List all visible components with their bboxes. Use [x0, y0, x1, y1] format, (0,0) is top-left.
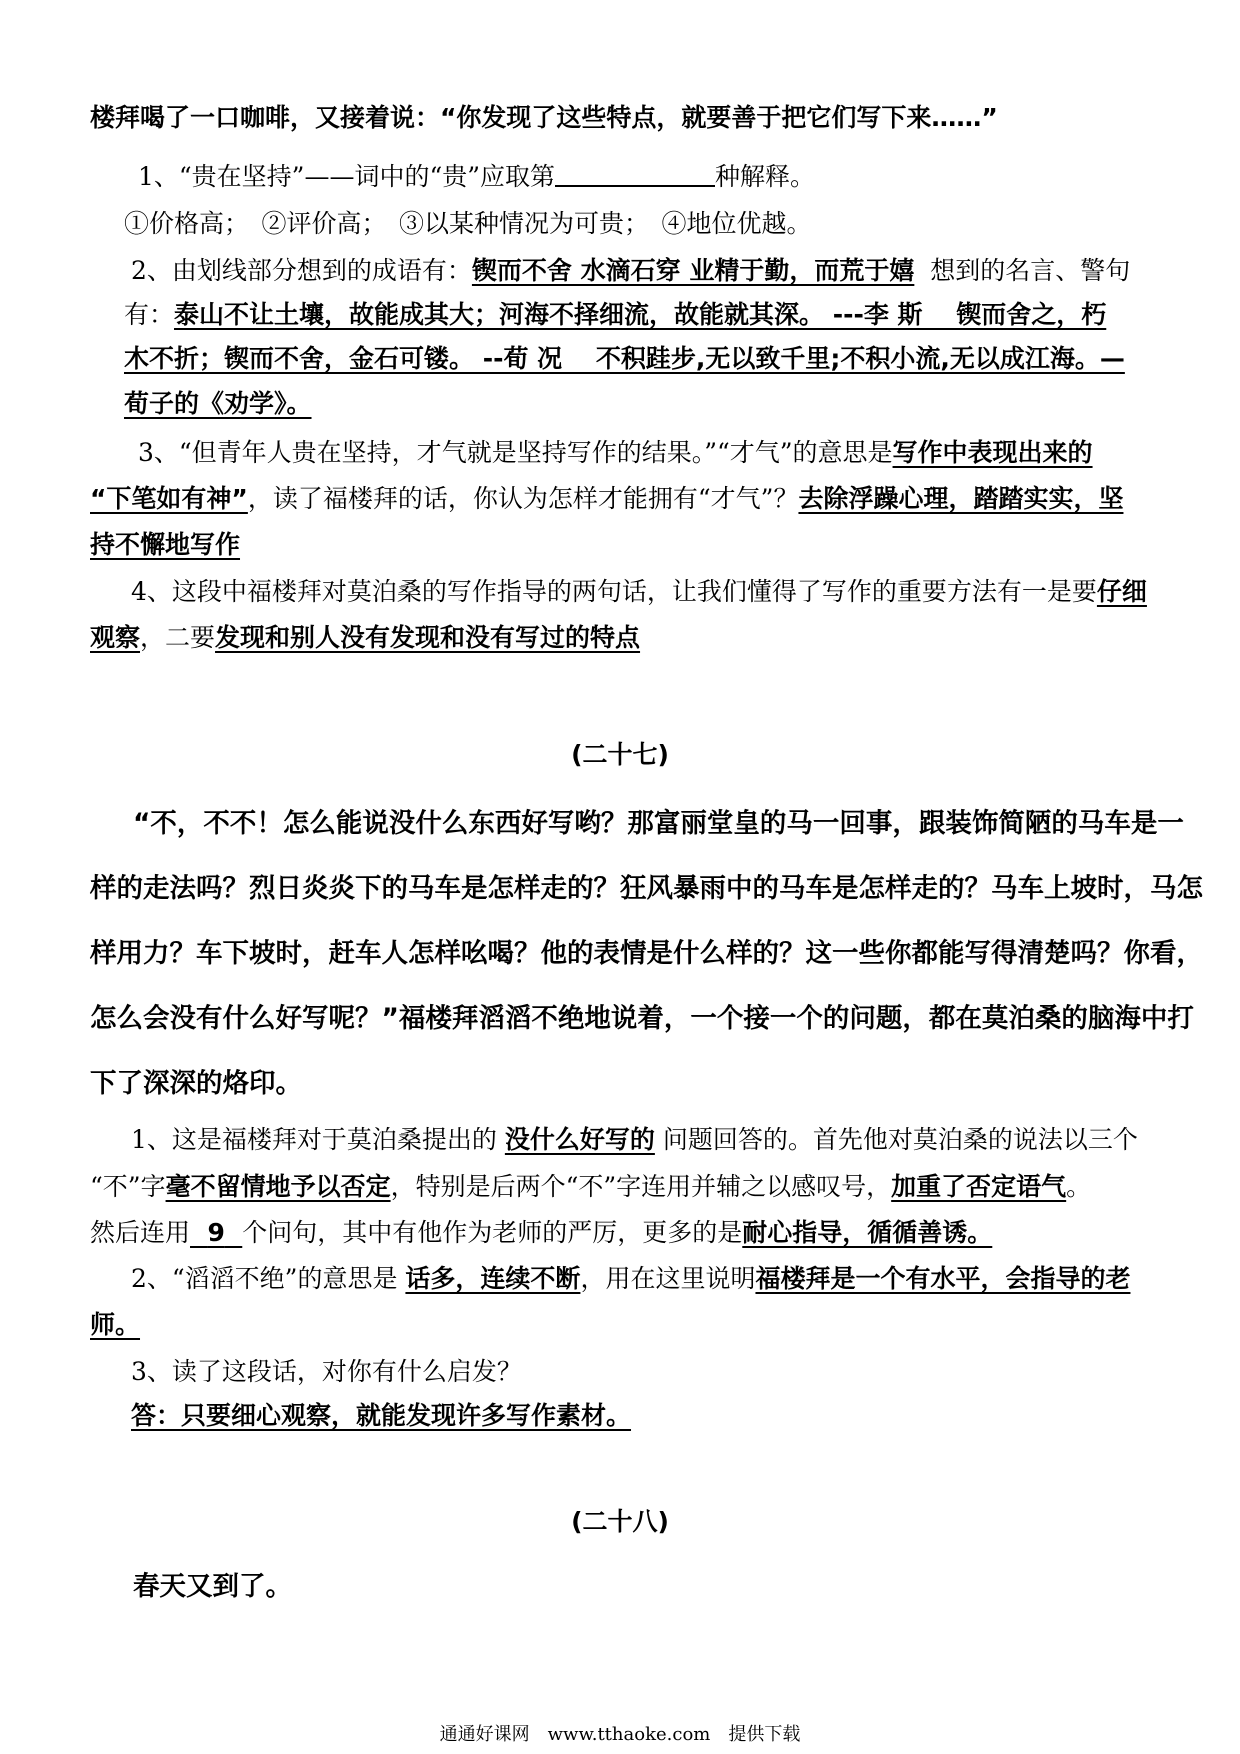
- q1-blank[interactable]: [555, 161, 715, 187]
- s2-q2-prefix: 2、“滔滔不绝”的意思是: [131, 1264, 398, 1293]
- passage-27-text-5: 下了深深的烙印。: [90, 1068, 302, 1099]
- s2-q1-line3: [90, 1216, 1160, 1250]
- q2-idioms-answer: 锲而不舍 水滴石穿 业精于勤，而荒于嬉: [471, 256, 915, 285]
- q2-prefix: 2、由划线部分想到的成语有：: [131, 256, 472, 285]
- passage-28-line1: [133, 1570, 1160, 1604]
- q3-answer-2: 去除浮躁心理，踏踏实实，坚: [798, 484, 1124, 513]
- s2-q3-answer: 答：只要细心观察，就能发现许多写作素材。: [131, 1401, 632, 1430]
- s2-q3-text: 3、读了这段话，对你有什么启发？: [131, 1357, 522, 1386]
- s2-q2-answer-2: 福楼拜是一个有水平，会指导的老: [755, 1264, 1131, 1293]
- s2-q1-answer-1: 没什么好写的: [504, 1125, 655, 1154]
- q2-line2-prefix: 有：: [124, 300, 175, 329]
- passage-27-line5: [90, 1067, 1160, 1101]
- options-line: [124, 207, 1160, 241]
- s2-q2-line2: [90, 1308, 1160, 1342]
- s2-q3-answer-line: [131, 1399, 1160, 1433]
- passage-27-line3: [90, 937, 1203, 971]
- q3-answer-2-cont: 持不懈地写作: [90, 530, 241, 559]
- s2-q2-mid: ，用在这里说明: [580, 1264, 756, 1293]
- options-text: ①价格高； ②评价高； ③以某种情况为可贵； ④地位优越。: [124, 209, 812, 238]
- q2-line1: [131, 254, 1160, 288]
- q1-line: [138, 160, 1160, 194]
- passage-28-text-1: 春天又到了。: [133, 1571, 292, 1602]
- s2-q1-line2-end: 。: [1066, 1172, 1092, 1201]
- passage-27-line1: [133, 807, 1184, 841]
- s2-q1-line2-mid: ，特别是后两个“不”字连用并辅之以感叹号，: [390, 1172, 892, 1201]
- s2-q2-line1: [131, 1262, 1160, 1296]
- q3-line2: [90, 482, 1160, 516]
- passage-27-text-4: 怎么会没有什么好写呢？”福楼拜滔滔不绝地说着，一个接一个的问题，都在莫泊桑的脑海中打: [90, 1003, 1194, 1034]
- q1-text: 1、“贵在坚持”——词中的“贵”应取第: [138, 162, 556, 191]
- q4-answer-1-cont: 观察: [90, 623, 141, 652]
- q3-line1: [138, 436, 1160, 470]
- q2-line3: [124, 342, 1160, 376]
- s2-q1-line2: [90, 1170, 1160, 1204]
- s2-q1-line3-mid: 个问句，其中有他作为老师的严厉，更多的是: [242, 1218, 743, 1247]
- s2-q2-answer-1: 话多，连续不断: [405, 1264, 581, 1293]
- s2-q1-answer-2: 毫不留情地予以否定: [165, 1172, 391, 1201]
- q2-line2: [124, 298, 1160, 332]
- q3-line3: [90, 528, 1160, 562]
- passage-27-text-1: “不，不不！怎么能说没什么东西好写哟？那富丽堂皇的马一回事，跟装饰简陋的马车是一: [133, 808, 1184, 839]
- s2-q1-line3-prefix: 然后连用: [90, 1218, 191, 1247]
- q1-tail: 种解释。: [715, 162, 816, 191]
- footer-text: 通通好课网 www.tthaoke.com 提供下载: [439, 1724, 801, 1745]
- section-27-title-text: (二十七): [571, 740, 669, 769]
- s2-q1-line2-prefix: “不”字: [90, 1172, 166, 1201]
- section-28-title-text: (二十八): [571, 1507, 669, 1536]
- section-27-title: [0, 738, 1240, 772]
- q4-mid-text: ，二要: [140, 623, 216, 652]
- s2-q1-line1: [131, 1123, 1160, 1157]
- s2-q1-mid: 问题回答的。首先他对莫泊桑的说法以三个: [662, 1125, 1138, 1154]
- page-footer: [0, 1720, 1240, 1746]
- q2-quote-1: 泰山不让土壤，故能成其大；河海不择细流，故能就其深。 ---李 斯 锲而舍之，朽: [174, 300, 1107, 329]
- q4-prefix: 4、这段中福楼拜对莫泊桑的写作指导的两句话，让我们懂得了写作的重要方法有一是要: [131, 577, 1097, 606]
- intro-line: [90, 101, 1160, 135]
- q3-prefix: 3、“但青年人贵在坚持，才气就是坚持写作的结果。”“才气”的意思是: [138, 438, 893, 467]
- q4-answer-1: 仔细: [1096, 577, 1147, 606]
- q2-mid-text: 想到的名言、警句: [930, 256, 1131, 285]
- s2-q2-answer-2-cont: 师。: [90, 1310, 141, 1339]
- q2-line4: [124, 387, 1160, 421]
- passage-27-line2: [90, 872, 1203, 906]
- s2-q3-line: [131, 1355, 1160, 1389]
- passage-27-text-2: 样的走法吗？烈日炎炎下的马车是怎样走的？狂风暴雨中的马车是怎样走的？马车上坡时，马怎: [90, 873, 1203, 904]
- s2-q1-prefix: 1、这是福楼拜对于莫泊桑提出的: [131, 1125, 497, 1154]
- s2-q1-answer-5: 耐心指导，循循善诱。: [742, 1218, 993, 1247]
- q4-answer-2: 发现和别人没有发现和没有写过的特点: [215, 623, 641, 652]
- section-28-title: [0, 1505, 1240, 1539]
- q4-line1: [131, 575, 1160, 609]
- q2-quote-2: 木不折；锲而不舍，金石可镂。 --荀 况 不积跬步,无以致千里;不积小流,无以成江海。—: [124, 344, 1125, 373]
- q3-mid-text: ，读了福楼拜的话，你认为怎样才能拥有“才气”？: [247, 484, 799, 513]
- q4-line2: [90, 621, 1160, 655]
- intro-text: 楼拜喝了一口咖啡，又接着说：“你发现了这些特点，就要善于把它们写下来……”: [90, 103, 998, 132]
- passage-27-text-3: 样用力？车下坡时，赶车人怎样吆喝？他的表情是什么样的？这一些你都能写得清楚吗？你看，: [90, 938, 1203, 969]
- q2-quote-3: 荀子的《劝学》。: [124, 389, 312, 418]
- s2-q1-answer-4: 9: [207, 1218, 225, 1247]
- s2-q1-answer-3: 加重了否定语气: [891, 1172, 1067, 1201]
- q3-answer-1: 写作中表现出来的: [892, 438, 1093, 467]
- passage-27-line4: [90, 1002, 1194, 1036]
- q3-answer-1-cont: “下笔如有神”: [90, 484, 248, 513]
